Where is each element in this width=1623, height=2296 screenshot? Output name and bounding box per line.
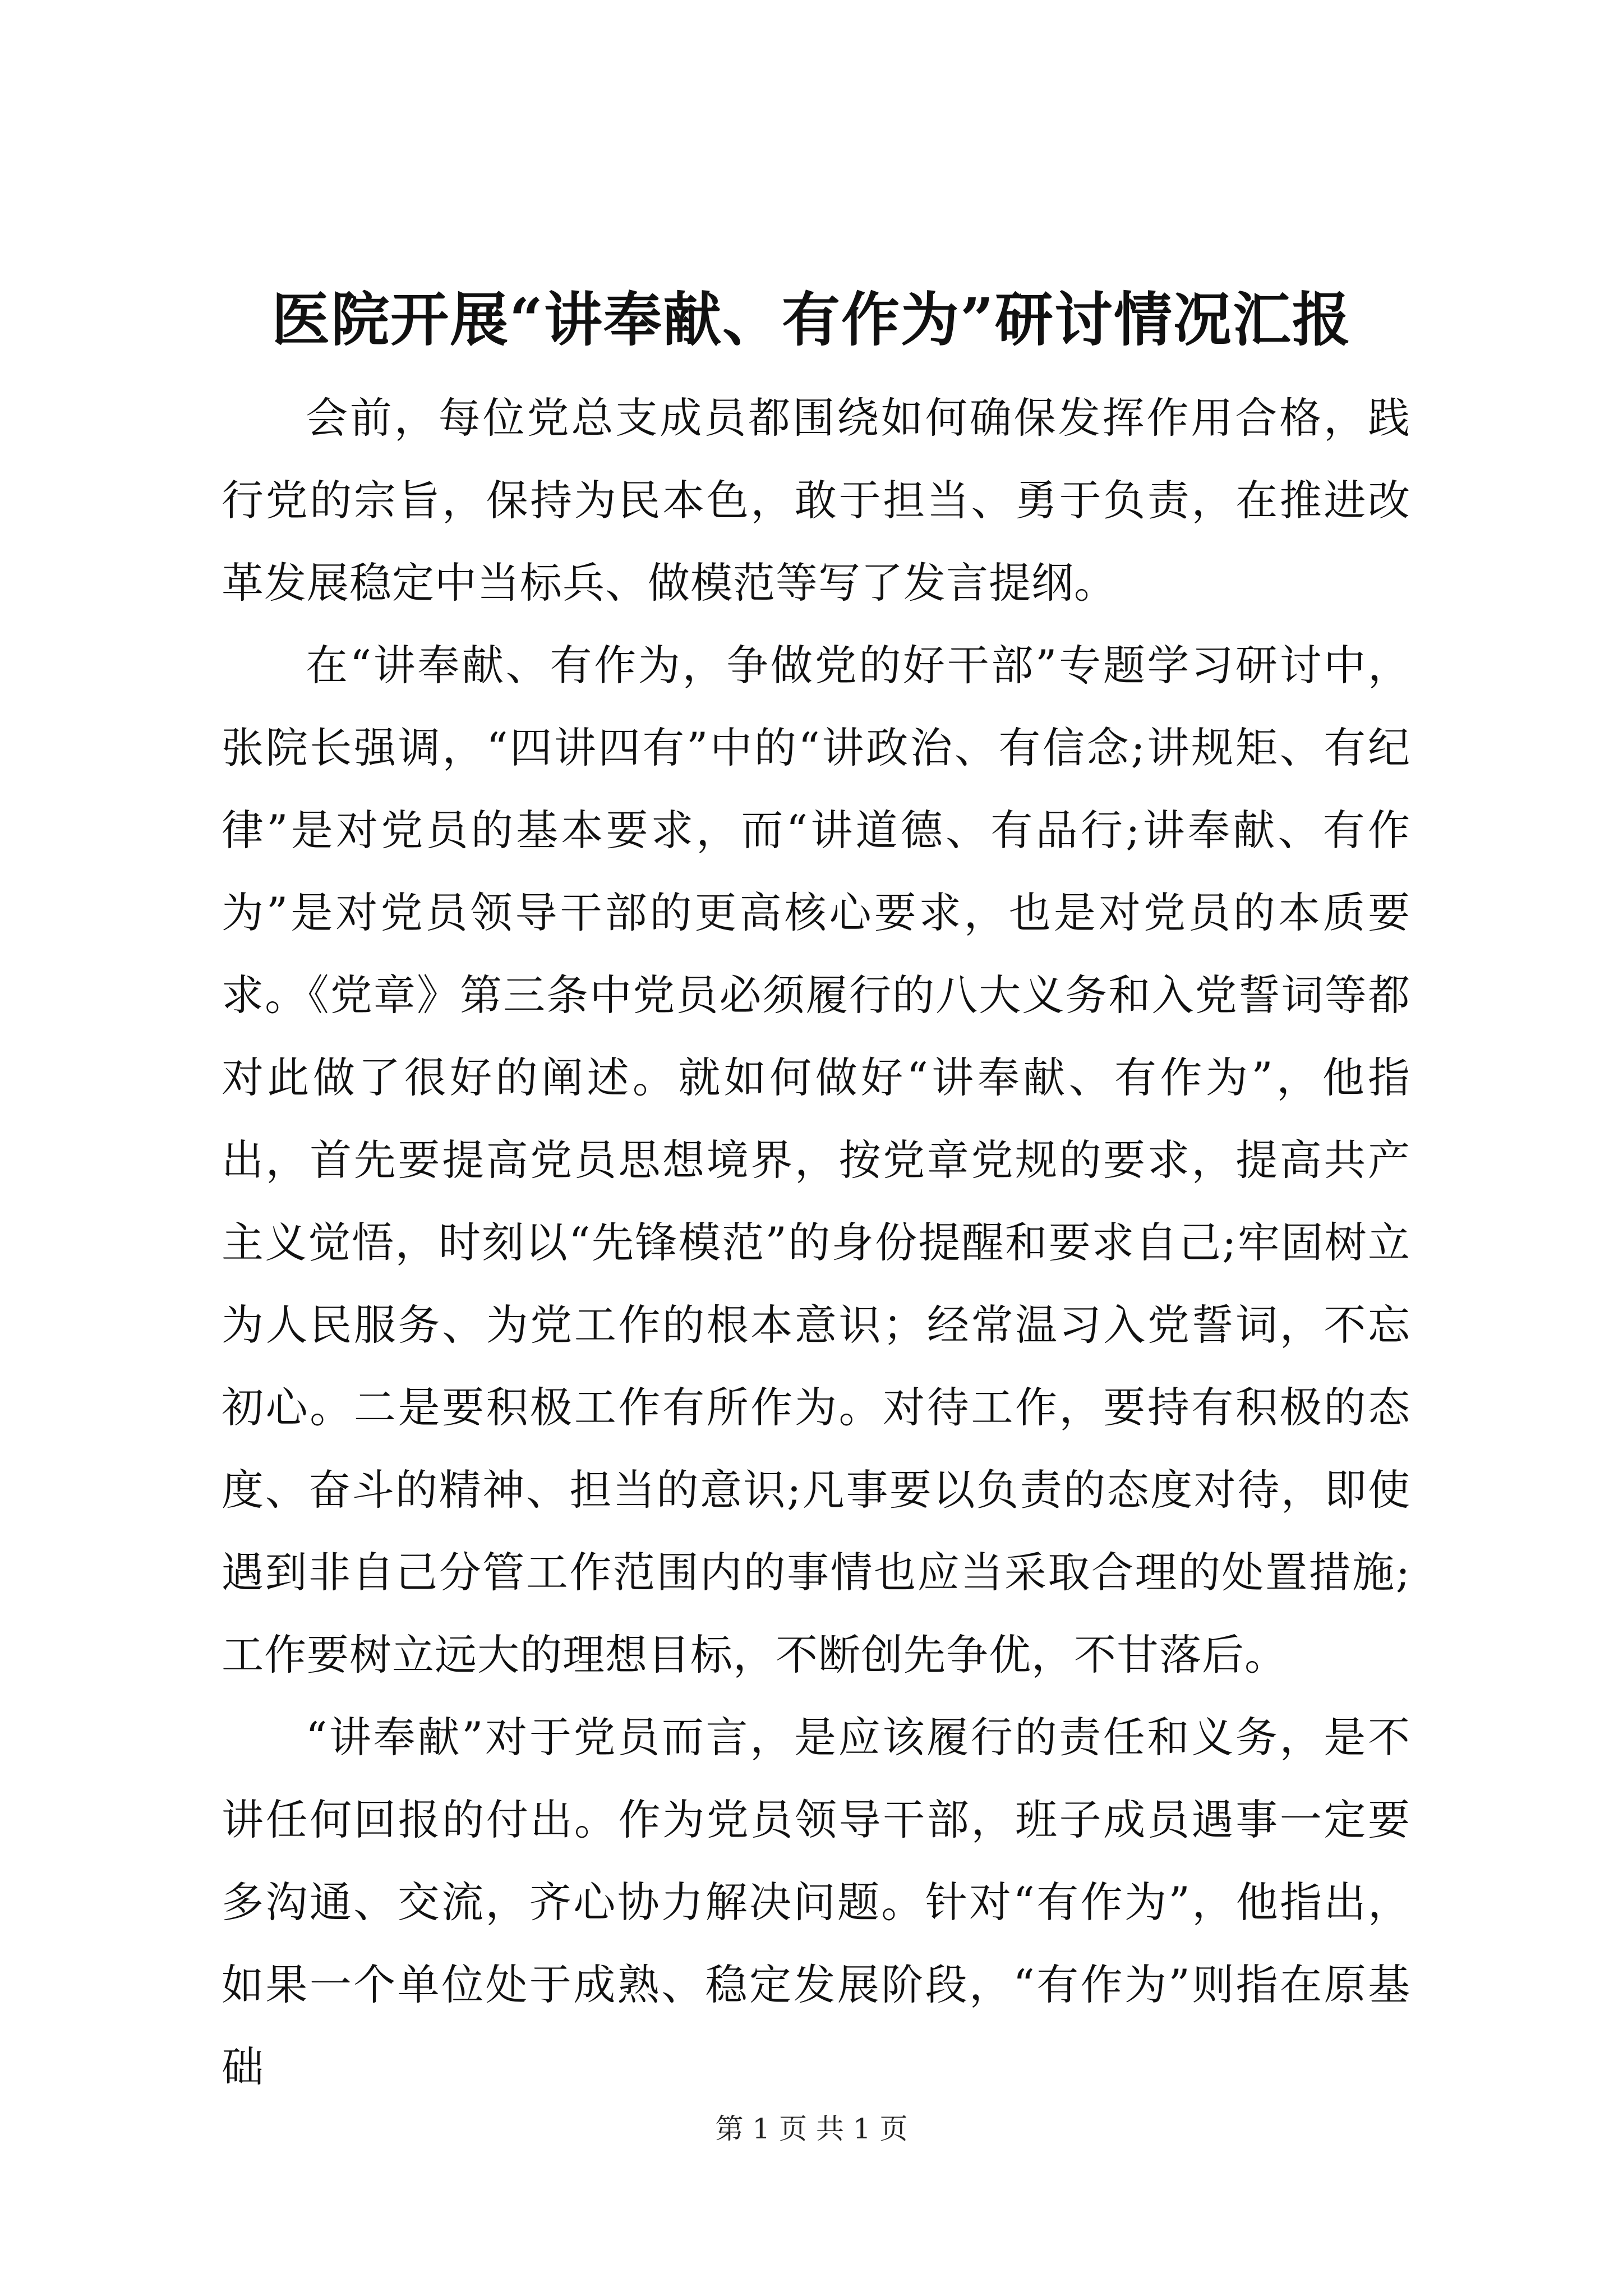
document-body bbox=[222, 377, 1410, 2109]
paragraph-3: “讲奉献”对于党员而言，是应该履行的责任和义务，是不讲任何回报的付出。作为党员领导干部，班子成员遇事一定要多沟通、交流，齐心协力解决问题。针对“有作为”，他指出，如果一个单位处于成熟、稳定发展阶段，“有作为”则指在原基础 bbox=[222, 1713, 1410, 2092]
document-title: 医院开展“讲奉献、有作为”研讨情况汇报 bbox=[271, 285, 1352, 354]
paragraph-2: 在“讲奉献、有作为，争做党的好干部”专题学习研讨中，张院长强调，“四讲四有”中的“讲政治、有信念;讲规矩、有纪律”是对党员的基本要求，而“讲道德、有品行;讲奉献、有作为”是对党员领导干部的更高核心要求，也是对党员的本质要求。《党章》第三条中党员必须履行的八大义务和入党誓词等都对此做了很好的阐述。就如何做好“讲奉献、有作为”，他指出，首先要提高党员思想境界，按党章党规的要求，提高共产主义觉悟，时刻以“先锋模范”的身份提醒和要求自己;牢固树立为人民服务、为党工作的根本意识；经常温习入党誓词，不忘初心。二是要积极工作有所作为。对待工作，要持有积极的态度、奋斗的精神、担当的意识;凡事要以负责的态度对待，即使遇到非自己分管工作范围内的事情也应当采取合理的处置措施;工作要树立远大的理想目标，不断创先争优，不甘落后。 bbox=[222, 641, 1410, 1680]
paragraph-1: 会前，每位党总支成员都围绕如何确保发挥作用合格，践行党的宗旨，保持为民本色，敢于担当、勇于负责，在推进改革发展稳定中当标兵、做模范等写了发言提纲。 bbox=[222, 393, 1410, 608]
page-footer: 第 1 页 共 1 页 bbox=[715, 2113, 908, 2145]
